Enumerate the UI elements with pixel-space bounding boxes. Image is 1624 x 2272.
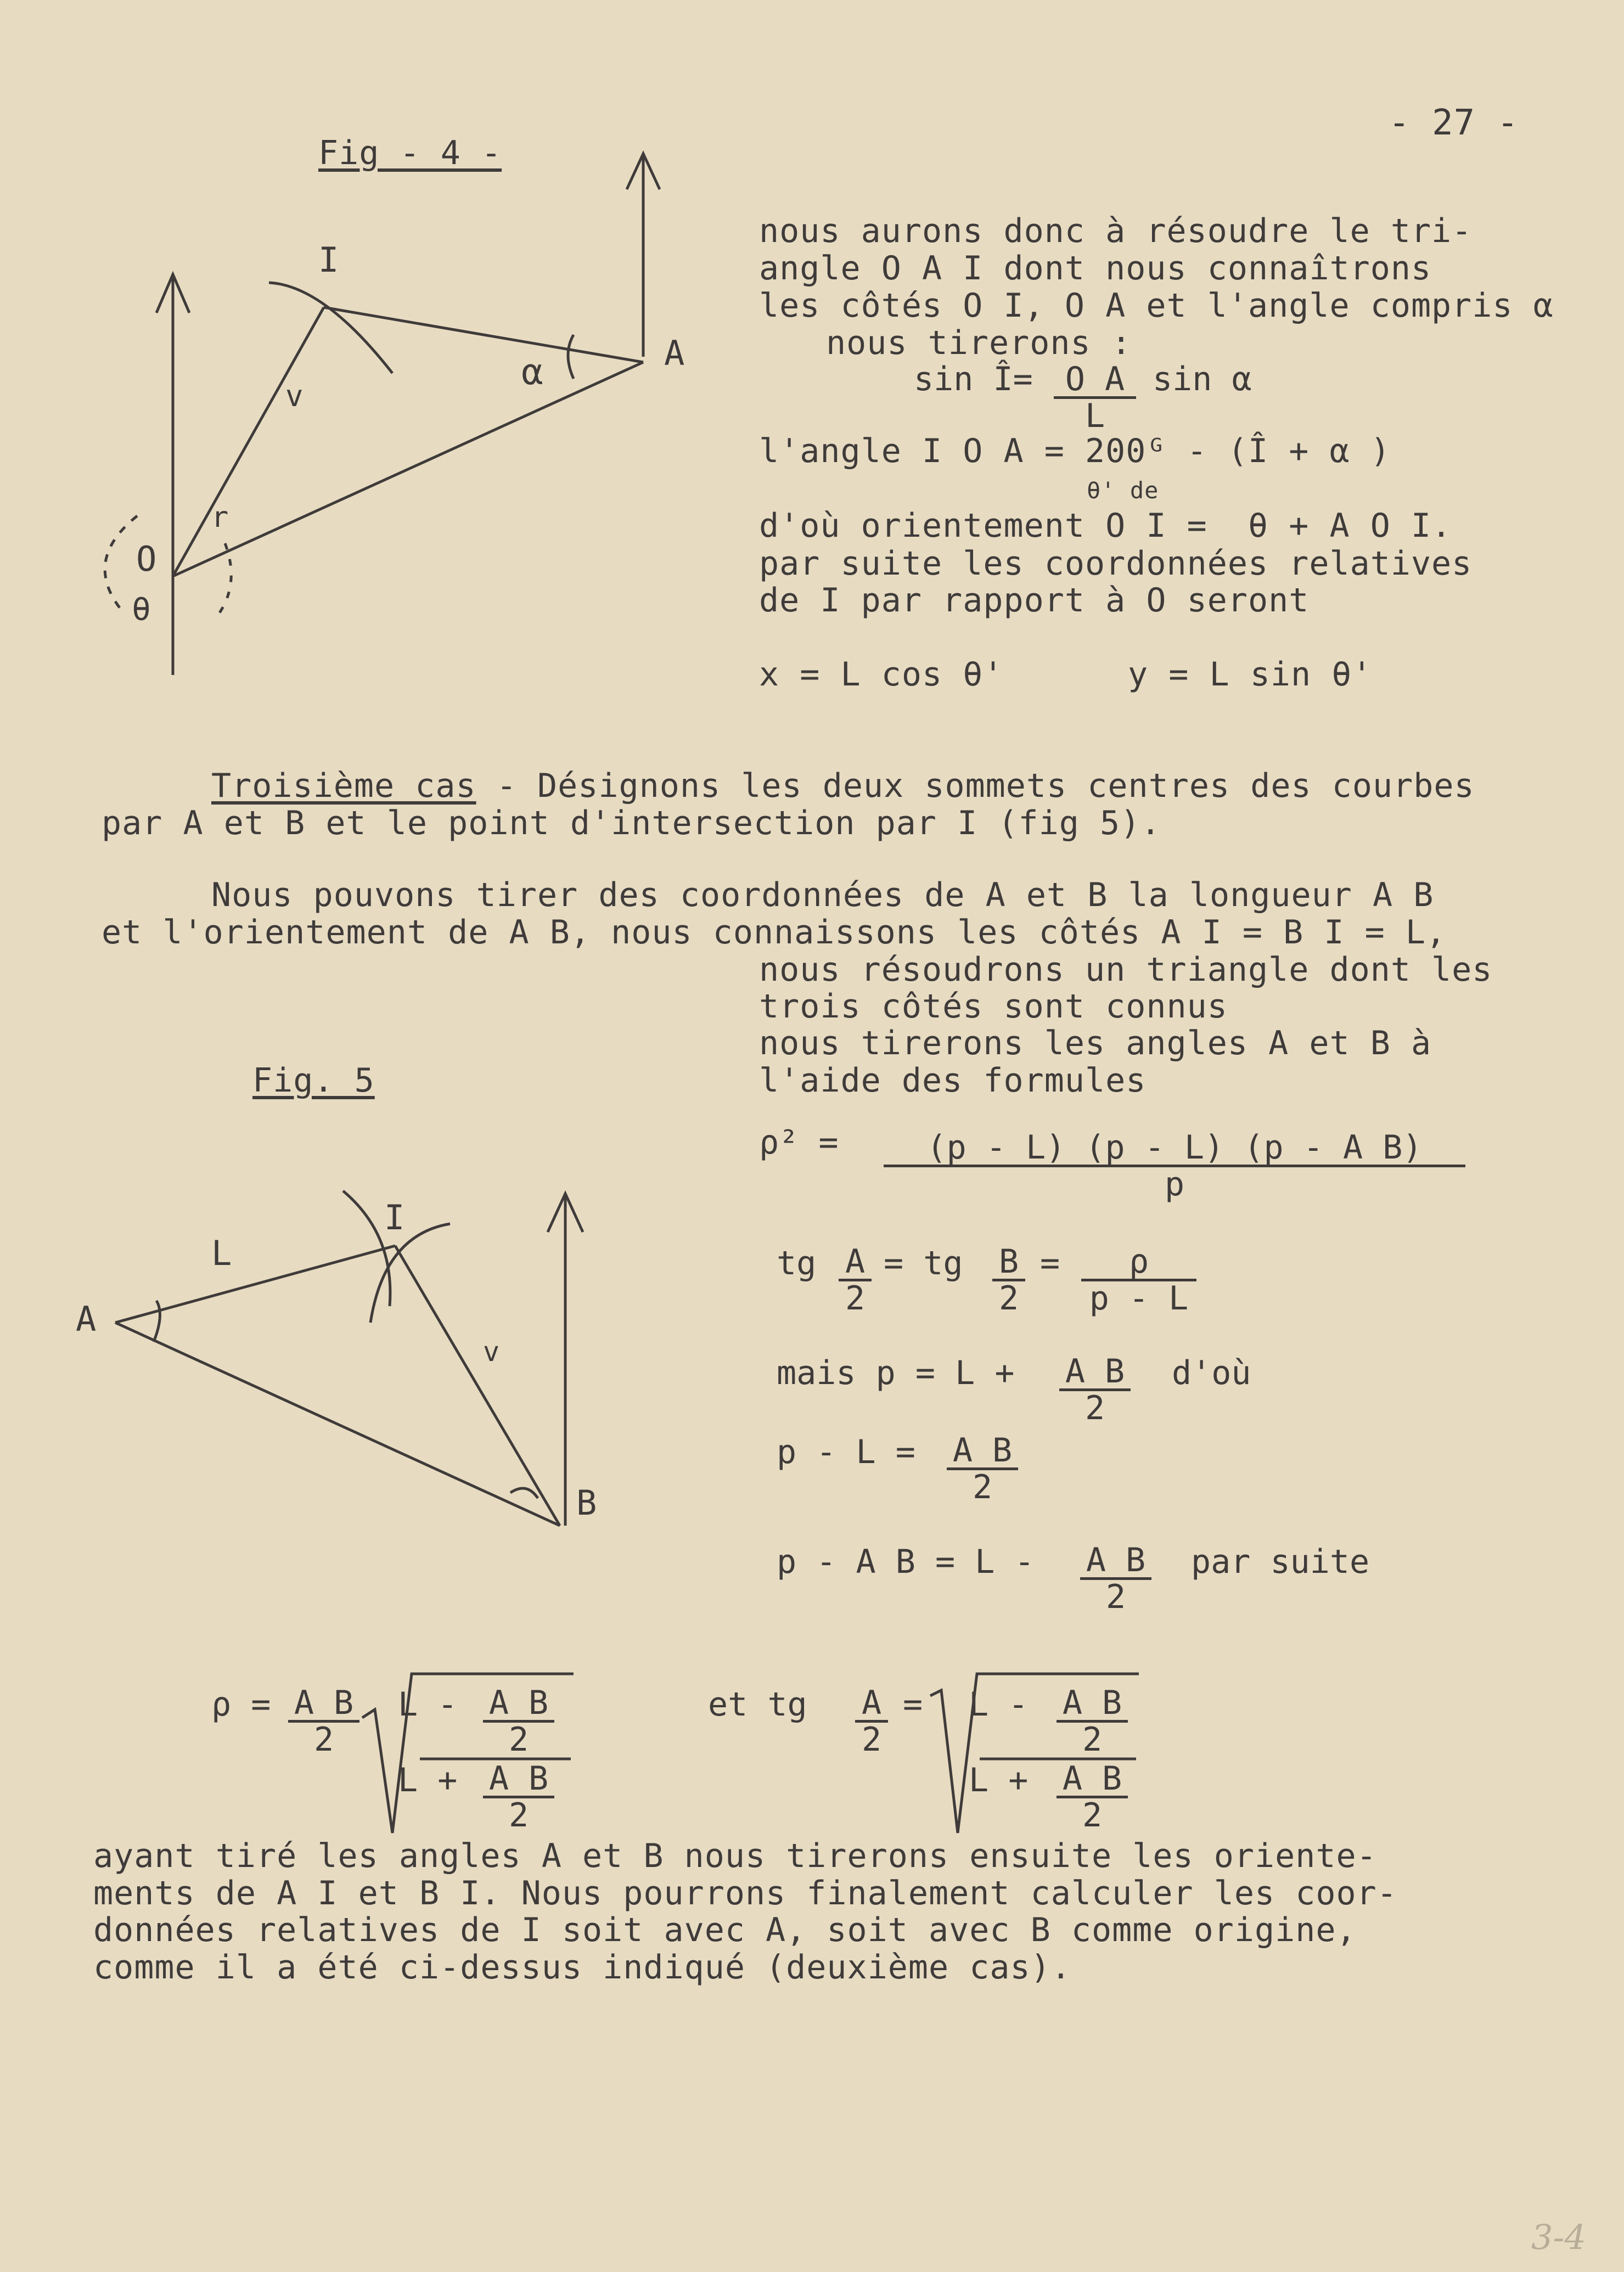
mais-num: A B	[1059, 1354, 1131, 1391]
rho2-lhs: ρ² =	[759, 1123, 839, 1162]
pAB-den: 2	[1105, 1578, 1126, 1616]
orient-note: θ' de	[1087, 477, 1159, 504]
tg-A-num: A	[839, 1245, 872, 1281]
pencil-page-note: 3-4	[1531, 2217, 1586, 2257]
fig4-caption: Fig - 4 -	[318, 134, 502, 172]
rho-root-bot-label: L +	[398, 1761, 458, 1799]
rho-root-top-num: A B	[483, 1686, 554, 1723]
par-suite-label: par suite	[1191, 1543, 1370, 1581]
fig5-side-IB	[395, 1246, 560, 1526]
y-formula: y = L sin θ'	[1128, 655, 1373, 694]
fig4-label-r: r	[211, 501, 229, 534]
fig5-caption: Fig. 5	[252, 1061, 375, 1100]
closing-line-1: ayant tiré les angles A et B nous tirerons ensuite les oriente-	[93, 1837, 1377, 1875]
tg-eq2: =	[1040, 1244, 1060, 1283]
pL-line: p - L =	[777, 1433, 915, 1471]
rho-root-bot-fraction	[483, 1759, 554, 1835]
tg-rho-den: p - L	[1089, 1279, 1189, 1318]
fig4-label-O: O	[136, 539, 157, 579]
angle-IOA-line: l'angle I O A = 200ᴳ - (Î + α )	[759, 432, 1391, 470]
coord-line-1: par suite les coordonnées relatives	[759, 544, 1473, 583]
section2-line-2: angle O A I dont nous connaîtrons	[759, 249, 1432, 288]
section3-line-1	[211, 767, 1475, 805]
fig4-label-A: A	[664, 333, 685, 373]
pL-num: A B	[947, 1433, 1018, 1470]
tg-root-bot-den: 2	[1082, 1796, 1103, 1835]
fig4-arc-I	[269, 283, 392, 373]
section3-para3-line-3: nous tirerons les angles A et B à	[759, 1024, 1432, 1062]
x-formula: x = L cos θ'	[759, 655, 1004, 694]
section3-heading: Troisième cas	[211, 767, 476, 805]
rho2-den: p	[1164, 1165, 1185, 1204]
section3-para3-line-1: nous résoudrons un triangle dont les	[759, 951, 1493, 989]
tg-B-fraction	[992, 1242, 1025, 1318]
section3-line-2: par A et B et le point d'intersection par I (fig 5).	[102, 804, 1161, 842]
tg-A-fraction	[839, 1242, 872, 1318]
pAB-fraction	[1080, 1543, 1151, 1614]
sin-formula-num: O A	[1054, 362, 1136, 399]
fig4-angle-alpha-arc	[568, 335, 574, 379]
tg-root-top-num: A B	[1057, 1686, 1128, 1723]
fig5-angle-B-arc	[510, 1488, 538, 1498]
tg-rho-num: ρ	[1081, 1245, 1196, 1281]
pL-den: 2	[972, 1468, 993, 1506]
rho-coef-fraction	[288, 1686, 359, 1757]
rho-coef-den: 2	[313, 1720, 334, 1759]
tg-A-den: 2	[845, 1279, 866, 1318]
fig4-label-I: I	[318, 240, 339, 280]
mais-line: mais p = L +	[777, 1354, 1015, 1392]
pAB-line: p - A B = L -	[777, 1543, 1035, 1581]
sin-formula-den: L	[1084, 397, 1105, 435]
fig5-label-L: L	[211, 1233, 232, 1273]
et-tg-num: A	[855, 1686, 888, 1723]
fig4-diagram	[66, 137, 757, 686]
pL-fraction	[947, 1433, 1018, 1504]
fig5-label-A: A	[76, 1299, 97, 1339]
fig4-side-OI	[173, 307, 324, 576]
closing-line-2: ments de A I et B I. Nous pourrons finalement calculer les coor-	[93, 1874, 1397, 1913]
fig4-label-v: v	[285, 379, 304, 413]
rho-coef-num: A B	[288, 1686, 359, 1723]
fig4-side-OA	[173, 362, 643, 576]
fig5-label-I: I	[384, 1197, 405, 1238]
sin-formula-fraction	[1054, 362, 1136, 433]
et-tg-fraction	[855, 1686, 888, 1757]
fig5-label-B: B	[576, 1483, 597, 1523]
tg-B-num: B	[992, 1245, 1025, 1281]
tg-root-top-label: L -	[969, 1685, 1029, 1724]
section2-line-1: nous aurons donc à résoudre le tri-	[759, 212, 1473, 250]
sin-formula-lhs: sin Î=	[914, 360, 1033, 398]
section2-line-4: nous tirerons :	[826, 324, 1132, 362]
mais-den: 2	[1084, 1389, 1105, 1427]
section3-para3-line-4: l'aide des formules	[759, 1061, 1147, 1100]
fig5-angle-A-arc	[154, 1301, 160, 1342]
tg-label: tg	[777, 1244, 817, 1283]
sin-formula-rhs: sin α	[1153, 360, 1252, 398]
tg-B-den: 2	[998, 1279, 1019, 1318]
rho-root-top-label: L -	[398, 1685, 458, 1724]
tg-root-bot-label: L +	[969, 1761, 1029, 1799]
fig5-diagram	[66, 1174, 648, 1559]
et-tg-label: et tg	[708, 1685, 807, 1724]
section2-line-3: les côtés O I, O A et l'angle compris α	[759, 286, 1554, 325]
tg-eq1: = tg	[884, 1244, 963, 1283]
section3-para3-line-2: trois côtés sont connus	[759, 987, 1228, 1026]
rho2-fraction	[884, 1128, 1465, 1204]
rho2-num: (p - L) (p - L) (p - A B)	[884, 1131, 1465, 1167]
tg-root-bot-num: A B	[1057, 1762, 1128, 1798]
section3-para2-line-2: et l'orientement de A B, nous connaissons les côtés A I = B I = L,	[102, 913, 1447, 952]
tg-root-bot-fraction	[1057, 1759, 1128, 1835]
fig5-arc-I-1	[343, 1191, 390, 1306]
section3-line-1-rest: - Désignons les deux sommets centres des courbes	[476, 767, 1475, 805]
tg-root-top-den: 2	[1082, 1720, 1103, 1759]
dou-label: d'où	[1172, 1354, 1251, 1392]
page-number: - 27 -	[1389, 103, 1519, 143]
et-tg-den: 2	[861, 1720, 882, 1759]
tg-rho-fraction	[1081, 1242, 1196, 1318]
closing-line-4: comme il a été ci-dessus indiqué (deuxième cas).	[93, 1948, 1071, 1987]
pAB-num: A B	[1080, 1543, 1151, 1580]
section3-para2-line-1: Nous pouvons tirer des coordonnées de A et B la longueur A B	[211, 876, 1434, 914]
rho-root-top-fraction	[483, 1686, 554, 1757]
rho-root-bot-num: A B	[483, 1762, 554, 1798]
et-tg-eq: =	[903, 1685, 923, 1724]
fig4-label-alpha: α	[521, 351, 543, 393]
rho-root-bot-den: 2	[508, 1796, 529, 1835]
mais-fraction	[1059, 1354, 1131, 1425]
rho-lhs: ρ =	[211, 1685, 271, 1724]
rho-root-top-den: 2	[508, 1720, 529, 1759]
coord-line-2: de I par rapport à O seront	[759, 581, 1310, 620]
fig4-label-theta: θ	[132, 591, 151, 628]
fig5-side-AI	[115, 1246, 395, 1323]
fig4-side-IA	[324, 307, 643, 362]
orient-line: d'où orientement O I = θ + A O I.	[759, 507, 1452, 545]
fig5-label-v: v	[483, 1336, 500, 1368]
tg-root-top-fraction	[1057, 1686, 1128, 1757]
closing-line-3: données relatives de I soit avec A, soit avec B comme origine,	[93, 1911, 1357, 1949]
